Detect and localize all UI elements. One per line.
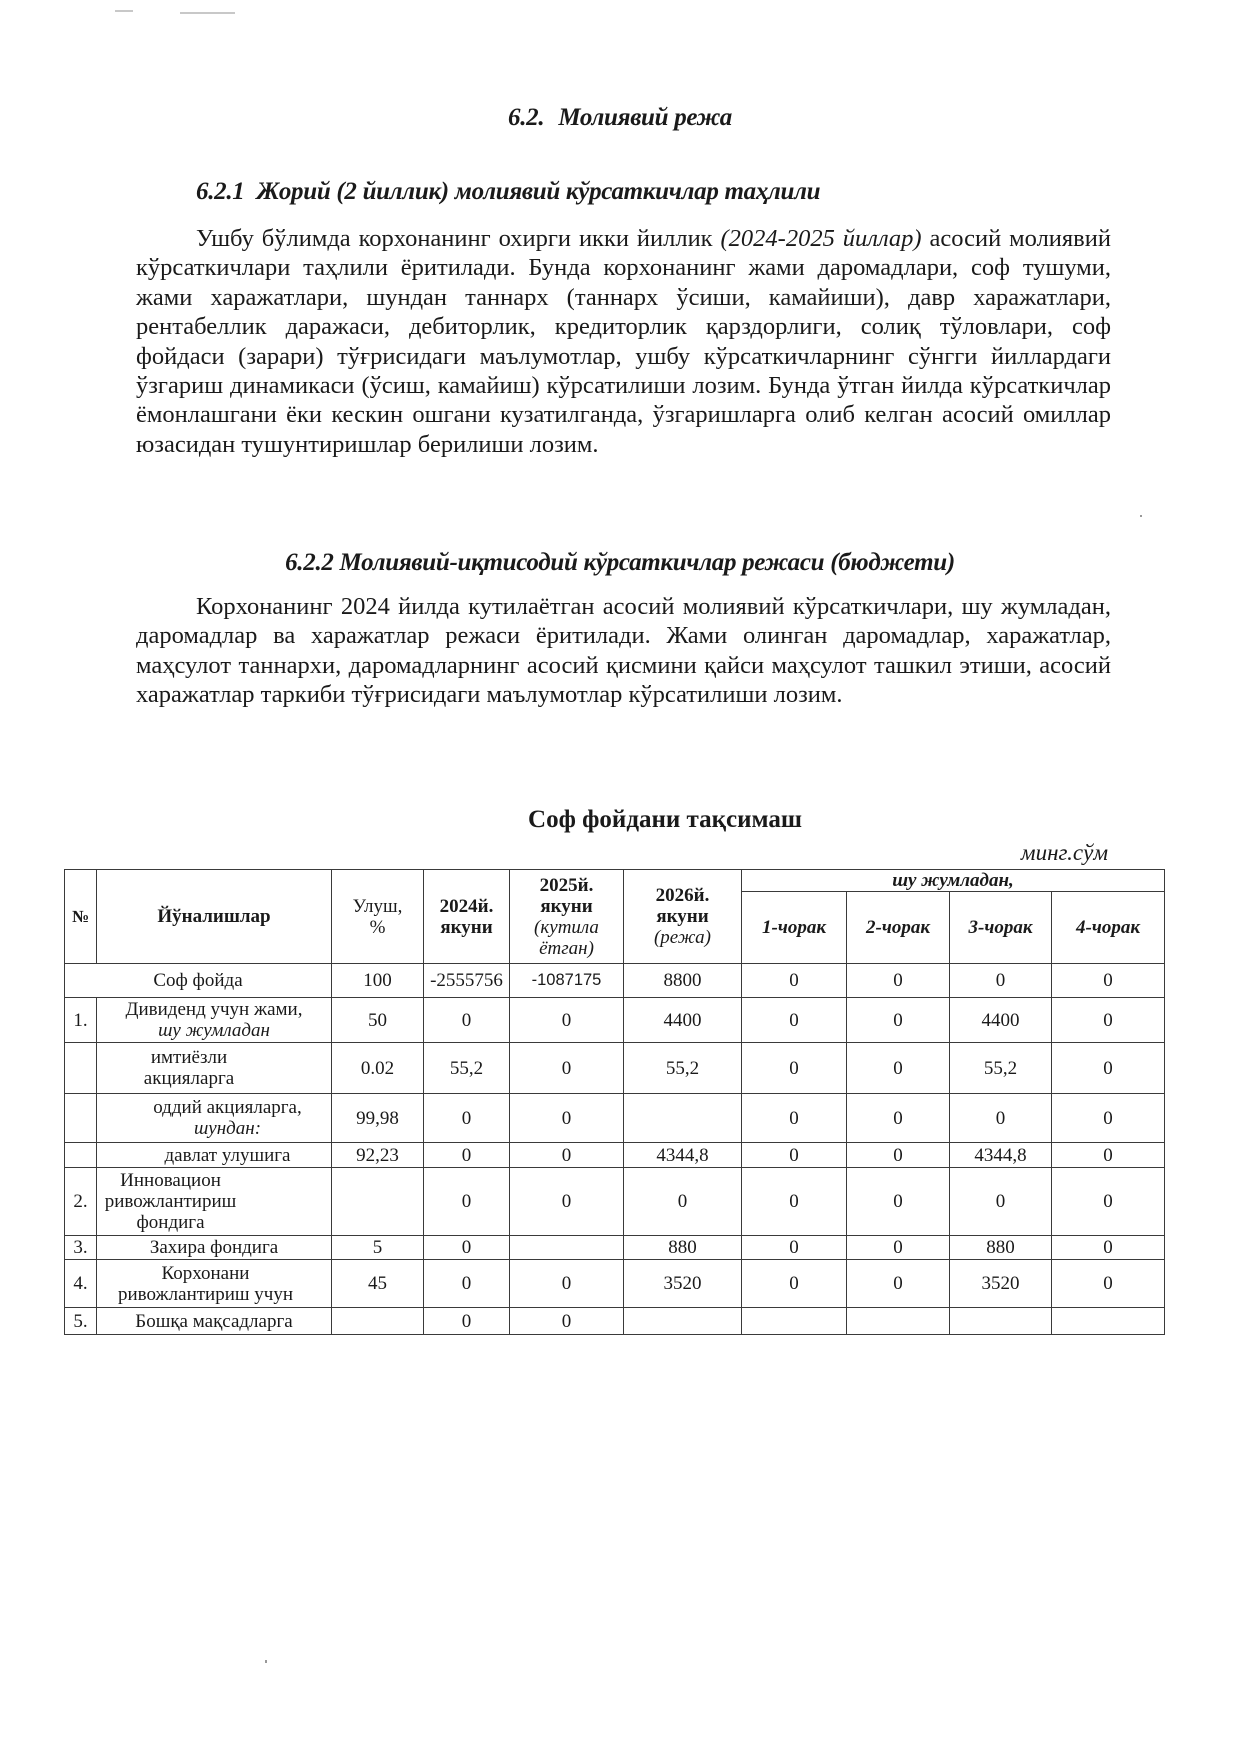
subsection-heading-1 [196, 178, 820, 206]
cell-2026 [624, 1094, 742, 1143]
scan-speck [1140, 515, 1142, 517]
cell-2024: 0 [424, 1308, 510, 1335]
header-2026-note: (режа) [653, 927, 712, 948]
header-2025-note: (кутила ётган) [534, 916, 599, 959]
table-row-state-share [65, 1143, 1165, 1168]
header-q2: 2-чорак [847, 892, 950, 964]
scan-speck [265, 1660, 267, 1663]
row-name: Захира фондига [97, 1236, 332, 1260]
row-number [65, 1143, 97, 1168]
header-direction: Йўналишлар [97, 870, 332, 964]
table-row-enterprise-development [65, 1260, 1165, 1308]
table-row-reserve-fund [65, 1236, 1165, 1260]
cell-q1: 0 [742, 1094, 847, 1143]
header-number: № [65, 870, 97, 964]
subsection-heading-2: 6.2.2 Молиявий-иқтисодий кўрсаткичлар режаси (бюджети) [285, 549, 955, 576]
table-row-ordinary-shares [65, 1094, 1165, 1143]
header-2025-label: 2025й. якуни [539, 874, 594, 917]
row-name: оддий акцияларга, [153, 1097, 302, 1118]
header-q3: 3-чорак [950, 892, 1052, 964]
header-2026-label: 2026й. якуни [655, 885, 710, 927]
row-name: имтиёзли акцияларга [97, 1043, 332, 1094]
cell-2024: 0 [424, 1168, 510, 1236]
cell-share: 92,23 [332, 1143, 424, 1168]
table-row-preferred-shares [65, 1043, 1165, 1094]
scan-artifact [180, 12, 235, 14]
cell-2024: -2555756 [424, 964, 510, 998]
paragraph-text: Ушбу бўлимда корхонанинг охирги икки йиллик [196, 225, 721, 252]
header-2025 [510, 870, 624, 964]
row-name: Бошқа мақсадларга [97, 1308, 332, 1335]
header-including: шу жумладан, [742, 870, 1165, 892]
cell-q4: 0 [1052, 1094, 1165, 1143]
cell-q4: 0 [1052, 1143, 1165, 1168]
profit-distribution-table [64, 869, 1165, 1335]
header-2024-label: 2024й. якуни [439, 895, 494, 938]
cell-q2: 0 [847, 1094, 950, 1143]
cell-q3: 0 [950, 1094, 1052, 1143]
table-units: минг.сўм [1020, 840, 1108, 865]
cell-2026 [624, 1308, 742, 1335]
cell-2026: 4400 [624, 998, 742, 1043]
cell-q3: 3520 [950, 1260, 1052, 1308]
cell-q2 [847, 1308, 950, 1335]
cell-q4: 0 [1052, 1043, 1165, 1094]
row-number [65, 1043, 97, 1094]
cell-q2: 0 [847, 1043, 950, 1094]
cell-q4: 0 [1052, 1236, 1165, 1260]
paragraph-current-analysis [136, 224, 1111, 459]
cell-share: 5 [332, 1236, 424, 1260]
cell-q3: 880 [950, 1236, 1052, 1260]
row-number [65, 1094, 97, 1143]
cell-2025: 0 [510, 998, 624, 1043]
cell-q3: 4344,8 [950, 1143, 1052, 1168]
cell-share [332, 1308, 424, 1335]
row-name: давлат улушига [97, 1143, 332, 1168]
paragraph-years-italic: (2024-2025 йиллар) [720, 225, 922, 252]
row-name: Соф фойда [65, 964, 332, 998]
cell-2026: 3520 [624, 1260, 742, 1308]
cell-q1: 0 [742, 1168, 847, 1236]
table-title: Соф фойдани тақсимаш [528, 806, 802, 833]
cell-q2: 0 [847, 1260, 950, 1308]
cell-share: 45 [332, 1260, 424, 1308]
cell-q3: 55,2 [950, 1043, 1052, 1094]
cell-q2: 0 [847, 1168, 950, 1236]
cell-share: 50 [332, 998, 424, 1043]
cell-q4: 0 [1052, 998, 1165, 1043]
cell-share: 0.02 [332, 1043, 424, 1094]
table-row-innovation-fund [65, 1168, 1165, 1236]
cell-q4: 0 [1052, 1168, 1165, 1236]
cell-2024: 0 [424, 1143, 510, 1168]
cell-2025: 0 [510, 1043, 624, 1094]
cell-q1: 0 [742, 998, 847, 1043]
cell-2025: 0 [510, 1308, 624, 1335]
table-row-dividend [65, 998, 1165, 1043]
cell-2025: 0 [510, 1094, 624, 1143]
cell-2024: 0 [424, 1094, 510, 1143]
cell-q4: 0 [1052, 964, 1165, 998]
paragraph-budget-plan: Корхонанинг 2024 йилда кутилаётган асосий молиявий кўрсаткичлари, шу жумладан, даромадлар ва харажатлар режаси ёритилади. Жами олинган даромадлар, харажатлар, маҳсулот таннархи, даромадларнинг асосий қисмини қайси маҳсулот ташкил этиши, асосий харажатлар таркиби тўғрисидаги маълумотлар кўрсатилиши лозим. [136, 593, 1111, 709]
cell-q1: 0 [742, 964, 847, 998]
cell-q2: 0 [847, 964, 950, 998]
cell-q1 [742, 1308, 847, 1335]
cell-q1: 0 [742, 1236, 847, 1260]
section-heading [0, 104, 1240, 132]
cell-q1: 0 [742, 1143, 847, 1168]
table-row-other-purposes [65, 1308, 1165, 1335]
cell-q2: 0 [847, 1236, 950, 1260]
row-name-note: шу жумладан [158, 1020, 270, 1041]
section-title: Молиявий режа [558, 104, 732, 131]
cell-q2: 0 [847, 1143, 950, 1168]
cell-2024: 0 [424, 998, 510, 1043]
cell-q4 [1052, 1308, 1165, 1335]
header-q1: 1-чорак [742, 892, 847, 964]
subsection-number: 6.2.1 [196, 178, 245, 205]
cell-2025: 0 [510, 1143, 624, 1168]
cell-2024: 0 [424, 1260, 510, 1308]
cell-2026: 880 [624, 1236, 742, 1260]
cell-q2: 0 [847, 998, 950, 1043]
row-number: 4. [65, 1260, 97, 1308]
row-name: Дивиденд учун жами, [125, 999, 303, 1020]
paragraph-text: асосий молиявий кўрсаткичлари таҳлили ёритилади. Бунда корхонанинг жами даромадлари, соф тушуми, жами харажатлари, шундан таннарх (таннарх ўсиши, камайиши), давр харажатлари, рентабеллик даражаси, дебиторлик, кредиторлик қарздорлиги, солиқ тўловлари, соф фойдаси (зарари) тўғрисидаги маълумотлар, ушбу кўрсаткичларнинг сўнгги йиллардаги ўзгариш динамикаси (ўсиш, камайиш) кўрсатилиши лозим. Бунда ўтган йилда кўрсаткичлар ёмонлашгани ёки кескин ошгани кузатилганда, ўзгаришларга олиб келган асосий омиллар юзасидан тушунтиришлар берилиши лозим. [136, 225, 1111, 458]
row-number: 1. [65, 998, 97, 1043]
cell-2025: -1087175 [510, 964, 624, 998]
cell-share [332, 1168, 424, 1236]
row-name: Корхонани ривожлантириш учун [97, 1260, 332, 1308]
cell-2025 [510, 1236, 624, 1260]
section-number: 6.2. [508, 104, 545, 131]
row-name-cell [97, 1094, 332, 1143]
row-name-cell [97, 998, 332, 1043]
subsection-title: Жорий (2 йиллик) молиявий кўрсаткичлар таҳлили [256, 178, 821, 205]
cell-2024: 55,2 [424, 1043, 510, 1094]
cell-q4: 0 [1052, 1260, 1165, 1308]
row-name-note: шундан: [193, 1118, 262, 1139]
row-number: 3. [65, 1236, 97, 1260]
scan-artifact [115, 10, 133, 12]
cell-2026: 55,2 [624, 1043, 742, 1094]
cell-q1: 0 [742, 1260, 847, 1308]
cell-2025: 0 [510, 1168, 624, 1236]
header-share [332, 870, 424, 964]
header-q4: 4-чорак [1052, 892, 1165, 964]
cell-q3: 0 [950, 1168, 1052, 1236]
header-share-label: Улуш, % [352, 895, 403, 938]
cell-q1: 0 [742, 1043, 847, 1094]
cell-q3: 4400 [950, 998, 1052, 1043]
cell-2024: 0 [424, 1236, 510, 1260]
table-row-net-profit [65, 964, 1165, 998]
cell-share: 99,98 [332, 1094, 424, 1143]
header-2026 [624, 870, 742, 964]
cell-q3: 0 [950, 964, 1052, 998]
row-number: 2. [65, 1168, 97, 1236]
row-name: Инновацион ривожлантириш фондига [97, 1168, 332, 1236]
cell-2025: 0 [510, 1260, 624, 1308]
cell-q3 [950, 1308, 1052, 1335]
header-2024 [424, 870, 510, 964]
cell-2026: 4344,8 [624, 1143, 742, 1168]
cell-2026: 8800 [624, 964, 742, 998]
cell-2026: 0 [624, 1168, 742, 1236]
row-number: 5. [65, 1308, 97, 1335]
cell-share: 100 [332, 964, 424, 998]
